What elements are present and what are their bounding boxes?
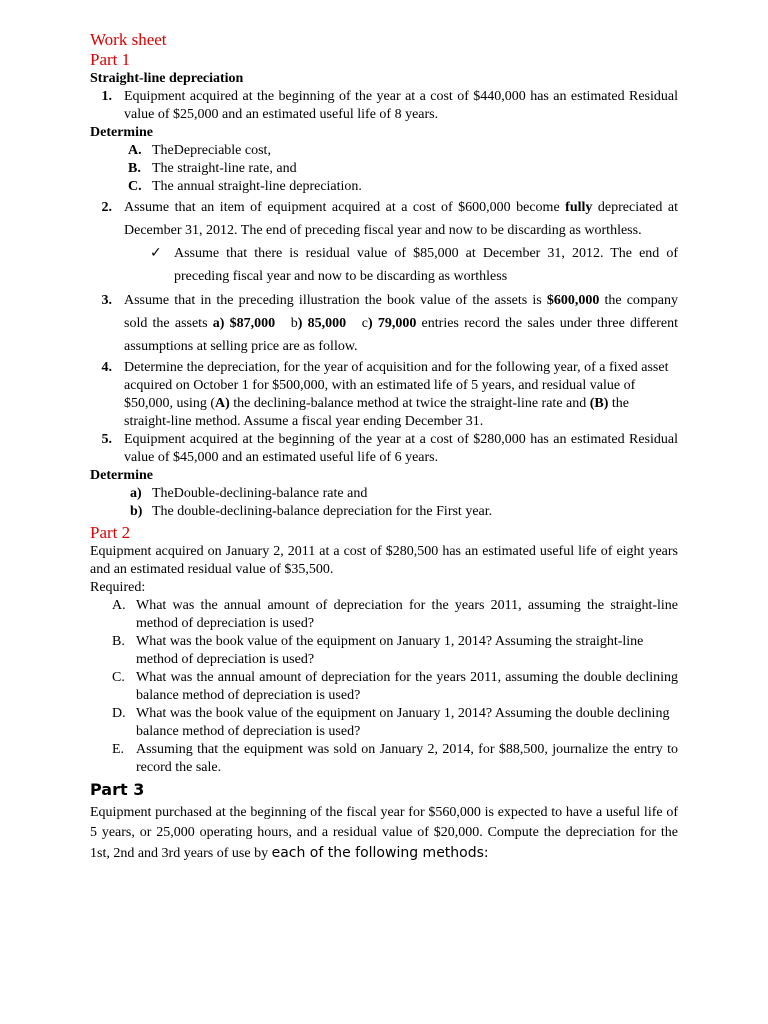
list-item <box>90 705 678 741</box>
question-number: 4. <box>101 360 112 375</box>
item-text: What was the annual amount of depreciation for the years 2011, assuming the straight-line method of depreciation is used? <box>136 598 678 631</box>
question-number: 5. <box>101 432 112 447</box>
item-text: What was the annual amount of depreciation for the years 2011, assuming the double declining balance method of depreciation is used? <box>136 670 678 703</box>
item-label: b) <box>130 504 143 519</box>
list-item <box>90 160 678 178</box>
text-segment: c <box>346 316 368 331</box>
worksheet-heading: Work sheet <box>90 30 167 49</box>
question-number: 3. <box>101 293 112 308</box>
text-bold-segment: fully <box>565 200 593 215</box>
list-item <box>90 669 678 705</box>
question-3 <box>90 289 682 358</box>
part2-title: Part 2 <box>90 523 131 542</box>
determine-label-1: Determine <box>90 125 153 140</box>
item-label: A. <box>128 143 142 158</box>
text-bold-segment: $600,000 <box>546 293 600 308</box>
question-text: Equipment acquired at the beginning of the year at a cost of $280,000 has an estimated Residual value of $45,000 and an estimated useful life of 6 years. <box>124 432 678 465</box>
question-5 <box>90 431 678 467</box>
item-text: Assuming that the equipment was sold on January 2, 2014, for $88,500, journalize the entry to record the sale. <box>136 742 678 775</box>
item-text: The double-declining-balance depreciation for the First year. <box>152 504 493 519</box>
item-label: B. <box>128 161 141 176</box>
text-segment: Assume that in the preceding illustration the book value of the assets is <box>124 293 547 308</box>
text-bold-segment: ) 79,000 <box>367 316 417 331</box>
part2-intro: Equipment acquired on January 2, 2011 at a cost of $280,500 has an estimated useful life of eight years and an estimated residual value of $35,500. <box>90 544 678 577</box>
checkmark-icon: ✓ <box>150 245 162 261</box>
list-item <box>90 503 678 521</box>
list-item <box>90 142 678 160</box>
text-segment: the company sold the assets <box>124 293 682 331</box>
question-text: Equipment acquired at the beginning of the year at a cost of $440,000 has an estimated Residual value of $25,000 and an estimated useful life of 8 years. <box>124 89 678 122</box>
question-text <box>124 359 678 431</box>
text-bold-segment: A) <box>215 396 230 411</box>
item-label: C. <box>128 179 142 194</box>
part1-title: Part 1 <box>90 50 131 69</box>
question-number: 2. <box>101 200 112 215</box>
item-label: D. <box>112 706 126 721</box>
item-label: C. <box>112 670 125 685</box>
text-segment: Assume that an item of equipment acquired at a cost of $600,000 become <box>124 200 566 215</box>
item-text: TheDouble-declining-balance rate and <box>152 486 368 501</box>
question-text <box>124 289 682 358</box>
list-item <box>90 178 678 196</box>
text-bold-segment: ) 85,000 <box>297 316 347 331</box>
determine-label-2: Determine <box>90 468 153 483</box>
question-2-checkitem <box>90 242 678 288</box>
text-segment: Determine the depreciation, for the year of acquisition and for the following year, of a fixed asset acquired on October 1 for $500,000, with an estimated life of 5 years, and residual value of $50,000, using ( <box>124 360 669 411</box>
list-item <box>90 633 678 669</box>
question-1 <box>90 88 678 124</box>
question-2 <box>90 196 678 242</box>
part3-text <box>90 803 678 864</box>
list-item <box>90 597 678 633</box>
question-text <box>124 196 678 242</box>
item-label: B. <box>112 634 125 649</box>
part3-title: Part 3 <box>90 780 145 799</box>
item-label: A. <box>112 598 126 613</box>
item-text: TheDepreciable cost, <box>152 143 271 158</box>
item-text: What was the book value of the equipment on January 1, 2014? Assuming the double declining balance method of depreciation is used? <box>136 706 670 739</box>
text-segment: the declining-balance method at twice the straight-line rate and <box>229 396 590 411</box>
text-bold-segment: (B) <box>589 396 609 411</box>
item-text: The annual straight-line depreciation. <box>152 179 362 194</box>
question-4 <box>90 359 678 431</box>
item-label: a) <box>130 486 142 501</box>
text-segment: the straight-line method. Assume a fiscal year ending December 31. <box>124 396 630 429</box>
item-text: The straight-line rate, and <box>152 161 297 176</box>
item-text: What was the book value of the equipment on January 1, 2014? Assuming the straight-line method of depreciation is used? <box>136 634 644 667</box>
item-label: E. <box>112 742 125 757</box>
text-segment: b <box>275 316 298 331</box>
text-segment: depreciated at December 31, 2012. The end of preceding fiscal year and now to be discarding as worthless. <box>124 200 678 238</box>
text-bold-segment: a) $87,000 <box>212 316 276 331</box>
required-label: Required: <box>90 580 146 595</box>
worksheet-page <box>90 30 682 864</box>
text-segment: entries record the sales under three different assumptions at selling price are as follow. <box>124 316 682 354</box>
list-item <box>90 485 678 503</box>
question-number: 1. <box>101 89 112 104</box>
check-text: Assume that there is residual value of $85,000 at December 31, 2012. The end of preceding fiscal year and now to be discarding as worthless <box>174 246 678 284</box>
part1-subtitle: Straight-line depreciation <box>90 71 244 86</box>
list-item <box>90 741 678 777</box>
text-segment: Equipment purchased at the beginning of the fiscal year for $560,000 is expected to have a useful life of 5 years, or 25,000 operating hours, and a residual value of $20,000. Compute the depreciation for the 1st, 2nd and 3rd years of use by <box>90 805 678 861</box>
text-segment-sans: each of the following methods: <box>271 845 489 861</box>
